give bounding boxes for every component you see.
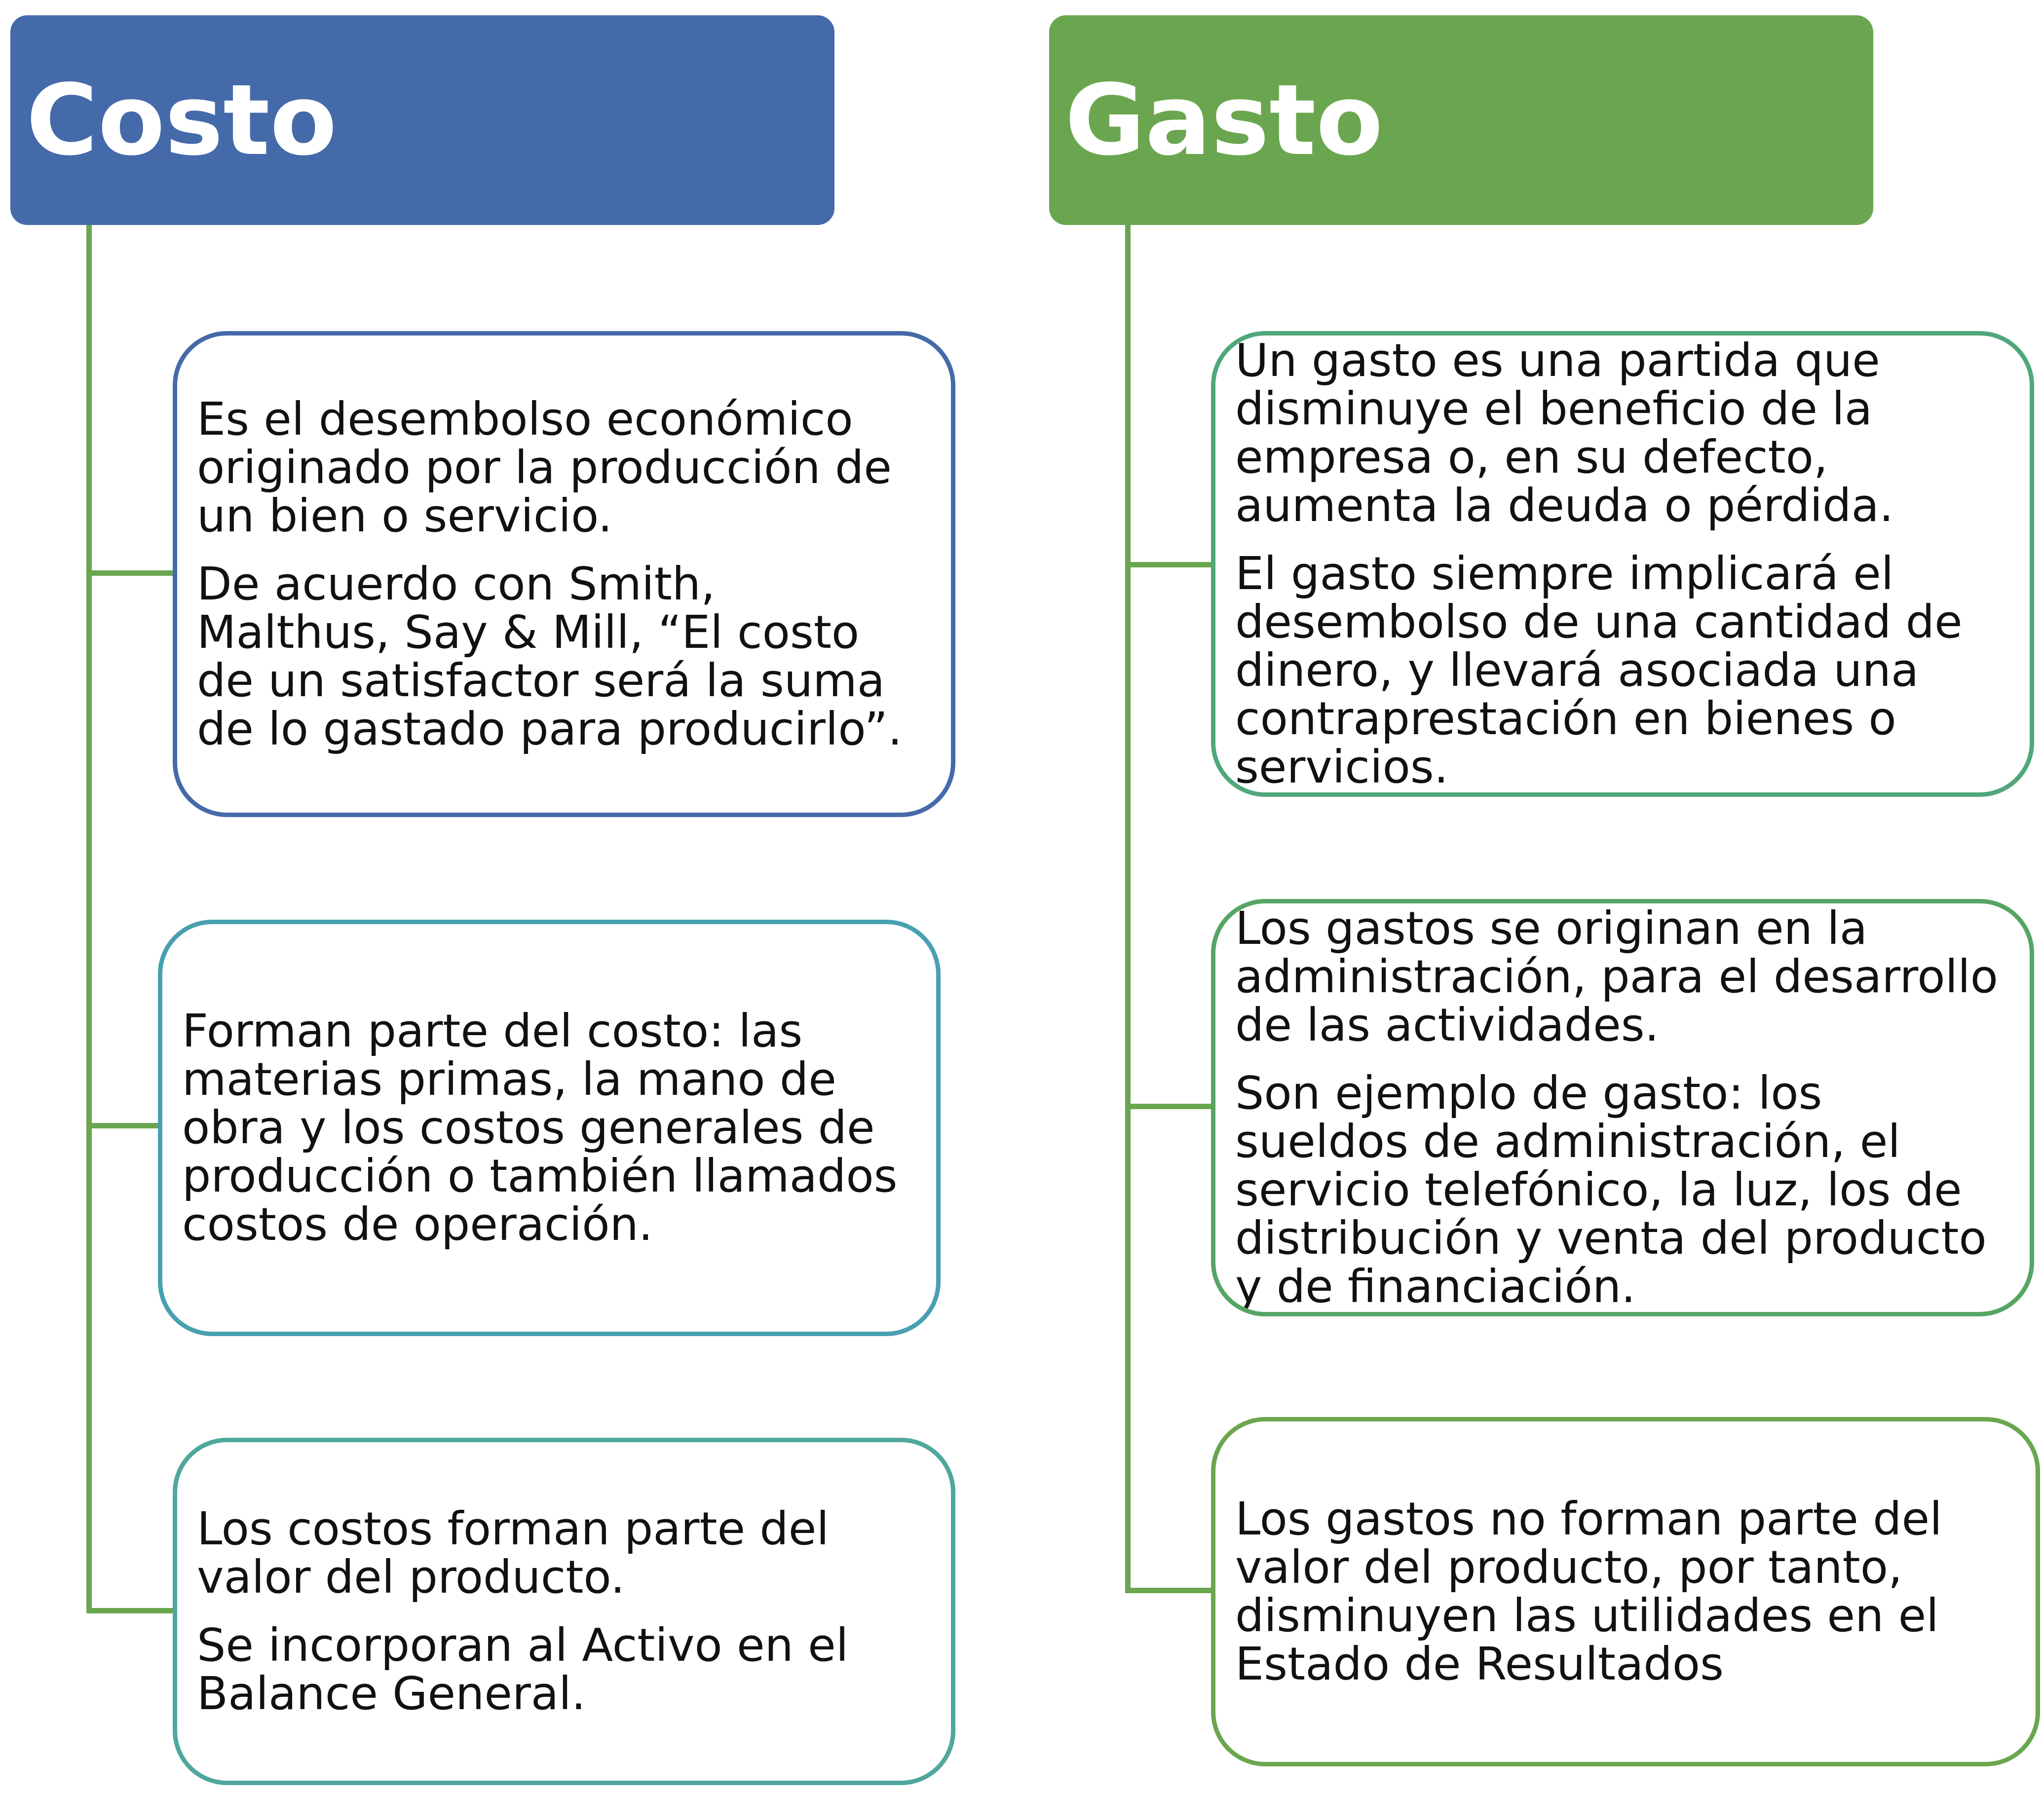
gasto-title: Gasto [1065,63,1383,177]
costo-branch-line-2 [86,1123,158,1128]
costo-header [10,15,834,225]
costo-card-2-paragraph-1: Forman parte del costo: las materias primas, la mano de obra y los costos generales de producción o también llamados costos de operación. [182,1005,898,1251]
costo-card-3-paragraph-1: Los costos forman parte del valor del producto. [197,1502,829,1604]
costo-card-accounting [173,1438,955,1785]
gasto-header [1049,15,1873,225]
costo-trunk-line [86,225,92,1613]
costo-title: Costo [26,63,337,177]
gasto-card-accounting [1211,1417,2040,1766]
costo-card-definition [173,331,955,817]
gasto-trunk-line [1125,225,1131,1593]
gasto-card-2-paragraph-1: Los gastos se originan en la administración, para el desarrollo de las actividades. [1235,902,1998,1051]
gasto-card-1-paragraph-1: Un gasto es una partida que disminuye el beneficio de la empresa o, en su defecto, aumenta la deuda o pérdida. [1235,334,1894,532]
costo-branch-line-1 [86,570,173,576]
gasto-branch-line-2 [1125,1104,1211,1109]
costo-card-1-paragraph-1: Es el desembolso económico originado por la producción de un bien o servicio. [197,392,892,542]
costo-card-1-paragraph-2: De acuerdo con Smith, Malthus, Say & Mill, “El costo de un satisfactor será la suma de lo gastado para producirlo”. [197,557,903,755]
costo-card-components [158,920,941,1336]
gasto-card-examples [1211,899,2034,1316]
costo-branch-line-3 [86,1608,173,1613]
gasto-card-definition [1211,331,2034,797]
gasto-branch-line-3 [1125,1588,1211,1593]
gasto-branch-line-1 [1125,562,1211,567]
gasto-card-2-paragraph-2: Son ejemplo de gasto: los sueldos de administración, el servicio telefónico, la luz, los de distribución y venta del producto y de financiación. [1235,1067,1987,1313]
gasto-card-3-paragraph-1: Los gastos no forman parte del valor del producto, por tanto, disminuyen las utilidades en el Estado de Resultados [1235,1493,1942,1690]
gasto-card-1-paragraph-2: El gasto siempre implicará el desembolso de una cantidad de dinero, y llevará asociada una contraprestación en bienes o servicios. [1235,547,1963,793]
costo-card-3-paragraph-2: Se incorporan al Activo en el Balance General. [197,1619,849,1720]
